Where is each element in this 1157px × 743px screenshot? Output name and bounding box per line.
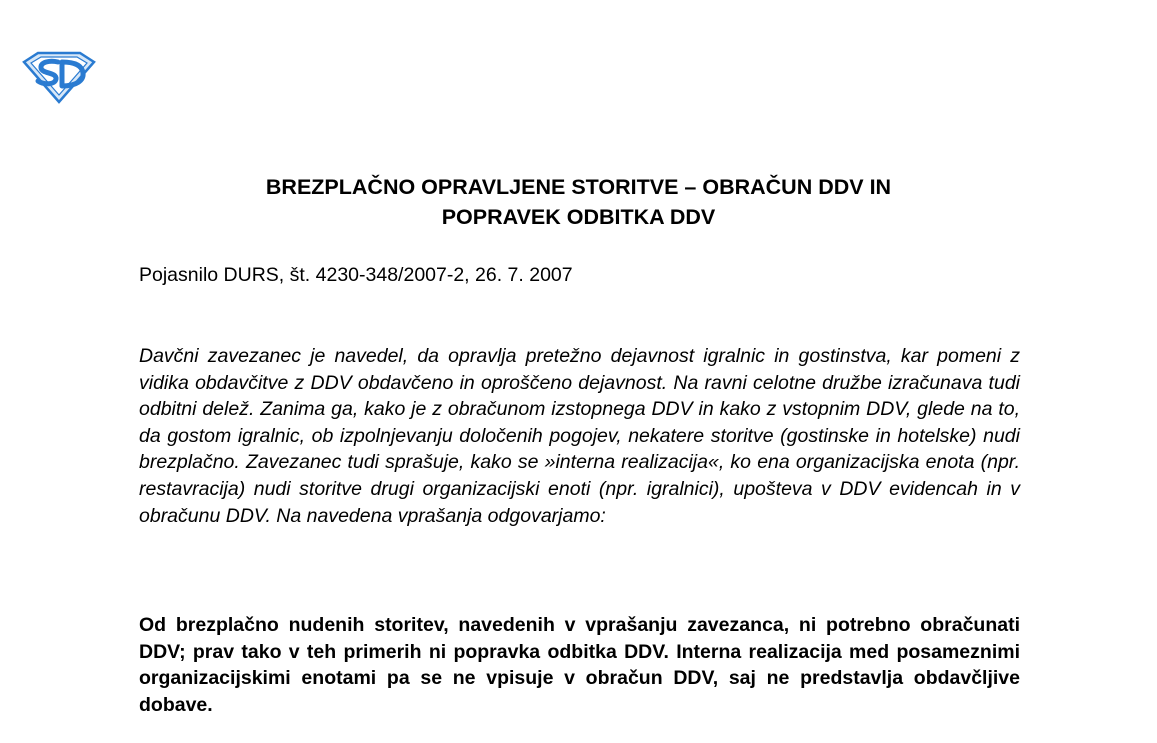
source-reference: Pojasnilo DURS, št. 4230-348/2007-2, 26. 7. 2007 [139,264,573,286]
title-line-2: POPRAVEK ODBITKA DDV [441,205,716,229]
sd-shield-logo-icon [22,50,96,104]
title-line-1: BREZPLAČNO OPRAVLJENE STORITVE – OBRAČUN DDV IN [265,175,892,199]
answer-paragraph: Od brezplačno nudenih storitev, navedenih v vprašanju zavezanca, ni potrebno obračunati DDV; prav tako v teh primerih ni popravka odbitka DDV. Interna realizacija med posameznimi organizacijskimi enotami pa se ne vpisuje v obračun DDV, saj ne predstavlja obdavčljive dobave. [139,614,1020,716]
document-title [100,172,1057,232]
question-paragraph: Davčni zavezanec je navedel, da opravlja pretežno dejavnost igralnic in gostinstva, kar pomeni z vidika obdavčitve z DDV obdavčeno in oproščeno dejavnost. Na ravni celotne družbe izračunava tudi odbitni delež. Zanima ga, kako je z obračunom izstopnega DDV in kako z vstopnim DDV, glede na to, da gostom igralnic, ob izpolnjevanju določenih pogojev, nekatere storitve (gostinske in hotelske) nudi brezplačno. Zavezanec tudi sprašuje, kako se »interna realizacija«, ko ena organizacijska enota (npr. restavracija) nudi storitve drugi organizacijski enoti (npr. igralnici), upošteva v DDV evidencah in v obračunu DDV. Na navedena vprašanja odgovarjamo: [139,345,1020,527]
